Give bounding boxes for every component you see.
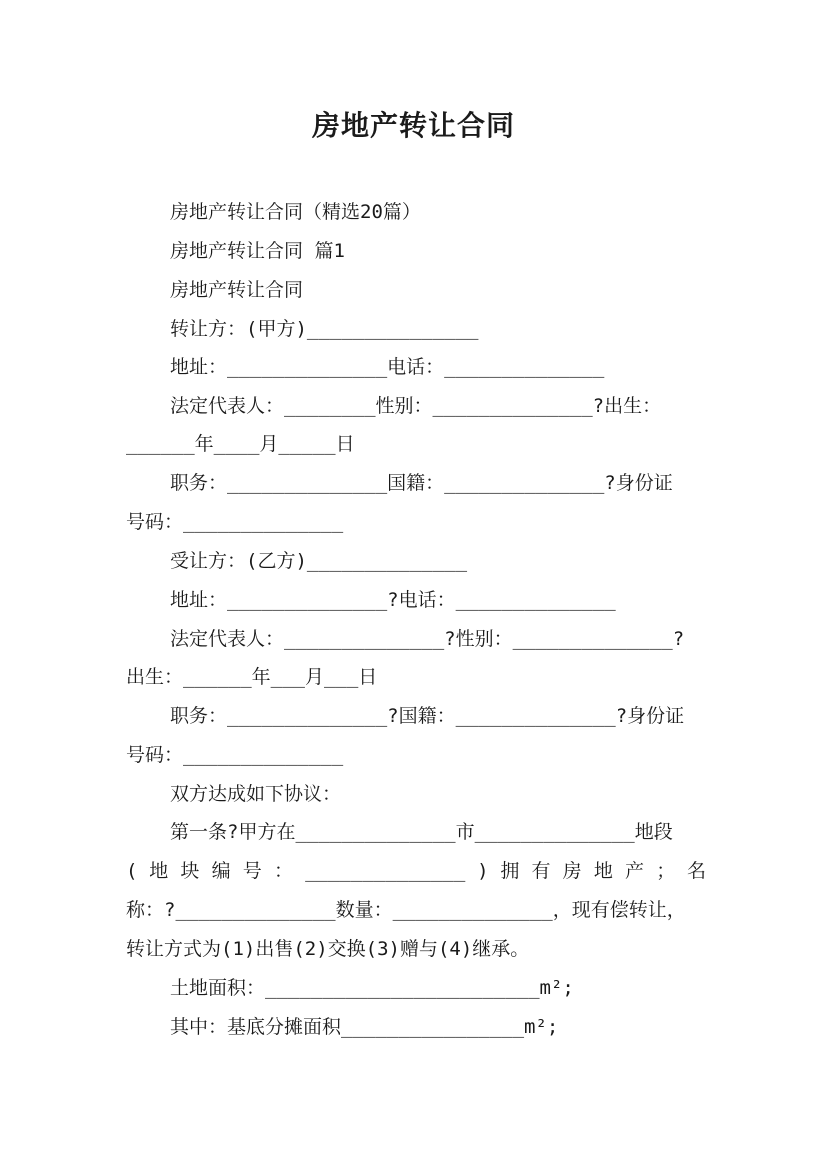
doc-line-name-quantity: 称：?______________数量：______________，现有偿转让， [126, 899, 686, 921]
doc-line-article-1: 第一条?甲方在______________市______________地段 [170, 821, 673, 843]
doc-line-address-a: 地址：______________电话：______________ [170, 356, 605, 378]
doc-line-2: 房地产转让合同 篇1 [170, 240, 345, 262]
doc-line-legal-rep-b: 法定代表人：______________?性别：______________? [170, 628, 685, 650]
doc-line-id-a: 号码：______________ [126, 511, 344, 533]
document-title: 房地产转让合同 [311, 109, 515, 142]
doc-line-1: 房地产转让合同（精选20篇） [170, 201, 421, 223]
doc-line-transferee: 受让方：(乙方)______________ [170, 550, 468, 572]
doc-line-birth-b: 出生：______年___月___日 [126, 666, 378, 688]
doc-line-transfer-method: 转让方式为(1)出售(2)交换(3)赠与(4)继承。 [126, 938, 530, 960]
doc-line-address-b: 地址：______________?电话：______________ [170, 589, 616, 611]
doc-line-plot-number: ( 地 块 编 号 ： ______________ ) 拥 有 房 地 产 ； 名 [126, 860, 706, 882]
doc-line-agreement: 双方达成如下协议： [170, 783, 342, 805]
doc-line-title-b: 职务：______________?国籍：______________?身份证 [170, 705, 685, 727]
doc-line-birth-a: ______年____月_____日 [126, 433, 355, 455]
doc-line-id-b: 号码：______________ [126, 744, 344, 766]
doc-line-title-a: 职务：______________国籍：______________?身份证 [170, 472, 673, 494]
doc-line-3: 房地产转让合同 [170, 279, 304, 301]
doc-line-transferor: 转让方：(甲方)_______________ [170, 318, 479, 340]
doc-line-legal-rep-a: 法定代表人：________性别：______________?出生： [170, 395, 662, 417]
doc-line-base-area: 其中：基底分摊面积________________m²; [170, 1016, 559, 1038]
doc-line-land-area: 土地面积：________________________m²; [170, 977, 574, 999]
